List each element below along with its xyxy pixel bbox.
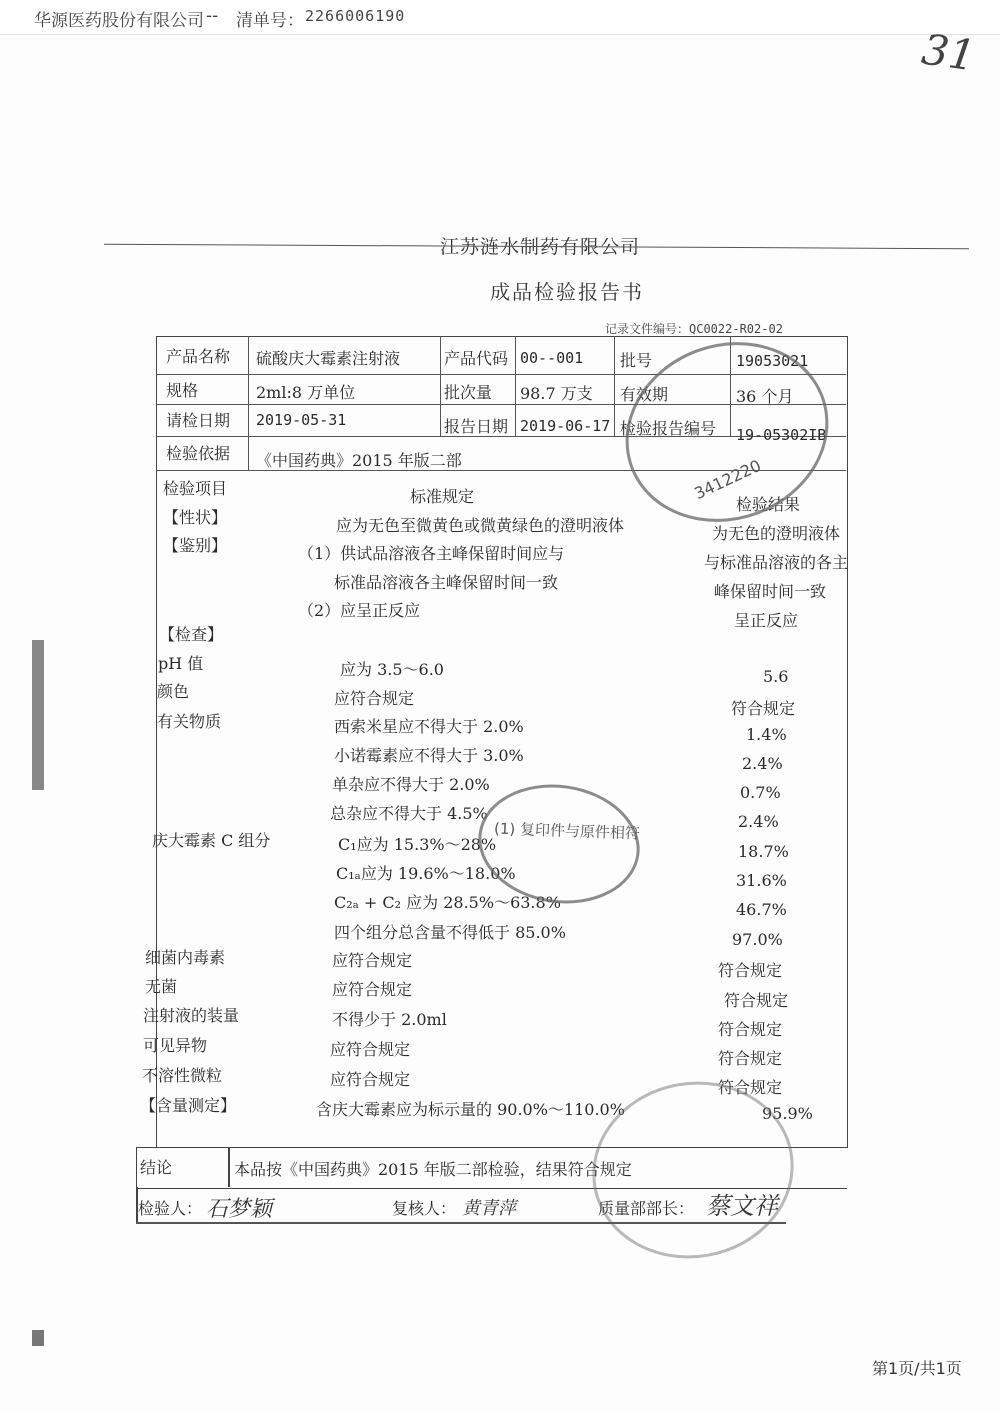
row-standard: 总杂应不得大于 4.5% <box>330 804 488 823</box>
scan-smudge <box>32 640 44 790</box>
row-standard: 应符合规定 <box>330 1070 411 1089</box>
row-standard: 单杂应不得大于 2.0% <box>332 775 490 794</box>
row-result: 峰保留时间一致 <box>714 582 827 601</box>
row-item: 可见异物 <box>143 1036 208 1055</box>
header-list-label: 清单号： <box>236 11 304 31</box>
handwritten-page-mark: 31 <box>918 24 979 81</box>
row-result: 18.7% <box>738 842 789 861</box>
product-name-label: 产品名称 <box>166 347 231 366</box>
reviewer-label: 复核人： <box>392 1199 457 1218</box>
report-date-value: 2019-06-17 <box>520 417 611 435</box>
product-code-label: 产品代码 <box>444 349 509 368</box>
report-title: 成品检验报告书 <box>490 280 644 304</box>
row-item: 注射液的装量 <box>143 1006 240 1025</box>
row-standard: 应符合规定 <box>332 951 413 970</box>
row-standard: 应符合规定 <box>334 689 415 708</box>
column-header-item: 检验项目 <box>163 479 228 498</box>
validity-label: 有效期 <box>620 385 669 404</box>
basis-value: 《中国药典》2015 年版二部 <box>256 451 462 470</box>
row-standard: 应符合规定 <box>332 980 413 999</box>
batch-no-value: 19053021 <box>736 352 809 370</box>
batch-qty-label: 批次量 <box>444 383 493 402</box>
row-item: 不溶性微粒 <box>142 1066 223 1085</box>
page-indicator: 第1页/共1页 <box>872 1359 962 1378</box>
row-result: 符合规定 <box>718 1049 783 1068</box>
row-standard: 应为 3.5～6.0 <box>340 660 444 679</box>
row-item: 细菌内毒素 <box>145 948 226 967</box>
row-standard: （2）应呈正反应 <box>298 601 421 620</box>
batch-qty-value: 98.7 万支 <box>520 384 593 403</box>
header-bar <box>0 0 1000 35</box>
scan-smudge <box>32 1330 44 1346</box>
conclusion-label: 结论 <box>140 1158 173 1177</box>
row-item: 【含量测定】 <box>140 1096 237 1115</box>
conclusion-text: 本品按《中国药典》2015 年版二部检验，结果符合规定 <box>234 1160 632 1179</box>
row-result: 2.4% <box>738 812 779 831</box>
row-result: 符合规定 <box>718 961 783 980</box>
row-result: 1.4% <box>746 725 787 744</box>
report-date-label: 报告日期 <box>444 417 509 436</box>
basis-label: 检验依据 <box>166 444 231 463</box>
row-result: 呈正反应 <box>734 611 799 630</box>
row-standard: 应符合规定 <box>330 1040 411 1059</box>
organization-name: 江苏涟水制药有限公司 <box>440 236 641 258</box>
seal-code: 3412220 <box>691 455 764 504</box>
row-result: 97.0% <box>732 930 783 949</box>
table-divider <box>228 1147 230 1187</box>
header-separator: -- <box>206 6 219 26</box>
column-header-standard: 标准规定 <box>410 487 475 506</box>
row-standard: （1）供试品溶液各主峰保留时间应与 <box>298 544 565 563</box>
batch-no-label: 批号 <box>620 351 653 370</box>
product-code-value: 00--001 <box>520 349 584 367</box>
row-result: 5.6 <box>763 667 789 686</box>
row-result: 符合规定 <box>718 1078 783 1097</box>
spec-label: 规格 <box>166 381 199 400</box>
row-result: 95.9% <box>762 1104 813 1123</box>
table-divider <box>248 336 249 470</box>
row-item: 【检查】 <box>159 625 224 644</box>
validity-value: 36 个月 <box>736 387 794 406</box>
row-item: 无菌 <box>145 977 178 996</box>
row-result: 0.7% <box>740 783 781 802</box>
reviewer-signature: 黄青萍 <box>462 1198 516 1219</box>
row-result: 为无色的澄明液体 <box>712 524 841 543</box>
qa-label: 质量部部长： <box>598 1199 695 1218</box>
record-number: 记录文件编号：QC0022-R02-02 <box>605 322 783 336</box>
header-company: 华源医药股份有限公司 <box>34 11 204 31</box>
row-result: 符合规定 <box>731 699 796 718</box>
row-result: 2.4% <box>742 754 783 773</box>
spec-value: 2ml:8 万单位 <box>256 383 356 402</box>
row-item: 颜色 <box>157 682 190 701</box>
row-item: 【性状】 <box>163 508 228 527</box>
inspect-date-label: 请检日期 <box>166 411 231 430</box>
row-item: 庆大霉素 C 组分 <box>152 831 271 850</box>
product-name-value: 硫酸庆大霉素注射液 <box>256 349 401 368</box>
table-divider <box>440 336 441 436</box>
row-item: 【鉴别】 <box>163 536 228 555</box>
inspector-label: 检验人： <box>138 1199 203 1218</box>
row-result: 符合规定 <box>718 1020 783 1039</box>
row-standard: C₂ₐ + C₂ 应为 28.5%～63.8% <box>334 893 561 912</box>
table-divider <box>515 336 516 436</box>
row-standard: 标准品溶液各主峰保留时间一致 <box>334 573 559 592</box>
row-result: 46.7% <box>736 900 787 919</box>
row-result: 31.6% <box>736 871 787 890</box>
row-result: 符合规定 <box>724 991 789 1010</box>
row-standard: 含庆大霉素应为标示量的 90.0%～110.0% <box>316 1100 625 1119</box>
row-standard: 不得少于 2.0ml <box>332 1010 447 1029</box>
report-no-label: 检验报告编号 <box>620 419 717 438</box>
row-standard: 小诺霉素应不得大于 3.0% <box>334 746 524 765</box>
column-header-result: 检验结果 <box>736 495 801 514</box>
row-standard: 四个组分总含量不得低于 85.0% <box>334 923 566 942</box>
row-standard: 应为无色至微黄色或微黄绿色的澄明液体 <box>336 516 625 535</box>
row-standard: 西索米星应不得大于 2.0% <box>334 717 524 736</box>
row-item: 有关物质 <box>157 712 222 731</box>
report-no-value: 19-05302IB <box>736 426 827 444</box>
qa-signature: 蔡文祥 <box>706 1192 778 1220</box>
row-result: 与标准品溶液的各主 <box>704 553 849 572</box>
row-standard: C₁ₐ应为 19.6%～18.0% <box>336 864 516 883</box>
row-standard: C₁应为 15.3%～28% <box>338 835 497 854</box>
copy-stamp-text: (1) 复印件与原件相符 <box>493 819 641 843</box>
row-item: pH 值 <box>158 654 204 673</box>
inspect-date-value: 2019-05-31 <box>256 411 347 429</box>
header-list-number: 2266006190 <box>305 7 406 25</box>
table-divider <box>614 336 615 436</box>
inspector-signature: 石梦颖 <box>206 1197 273 1222</box>
